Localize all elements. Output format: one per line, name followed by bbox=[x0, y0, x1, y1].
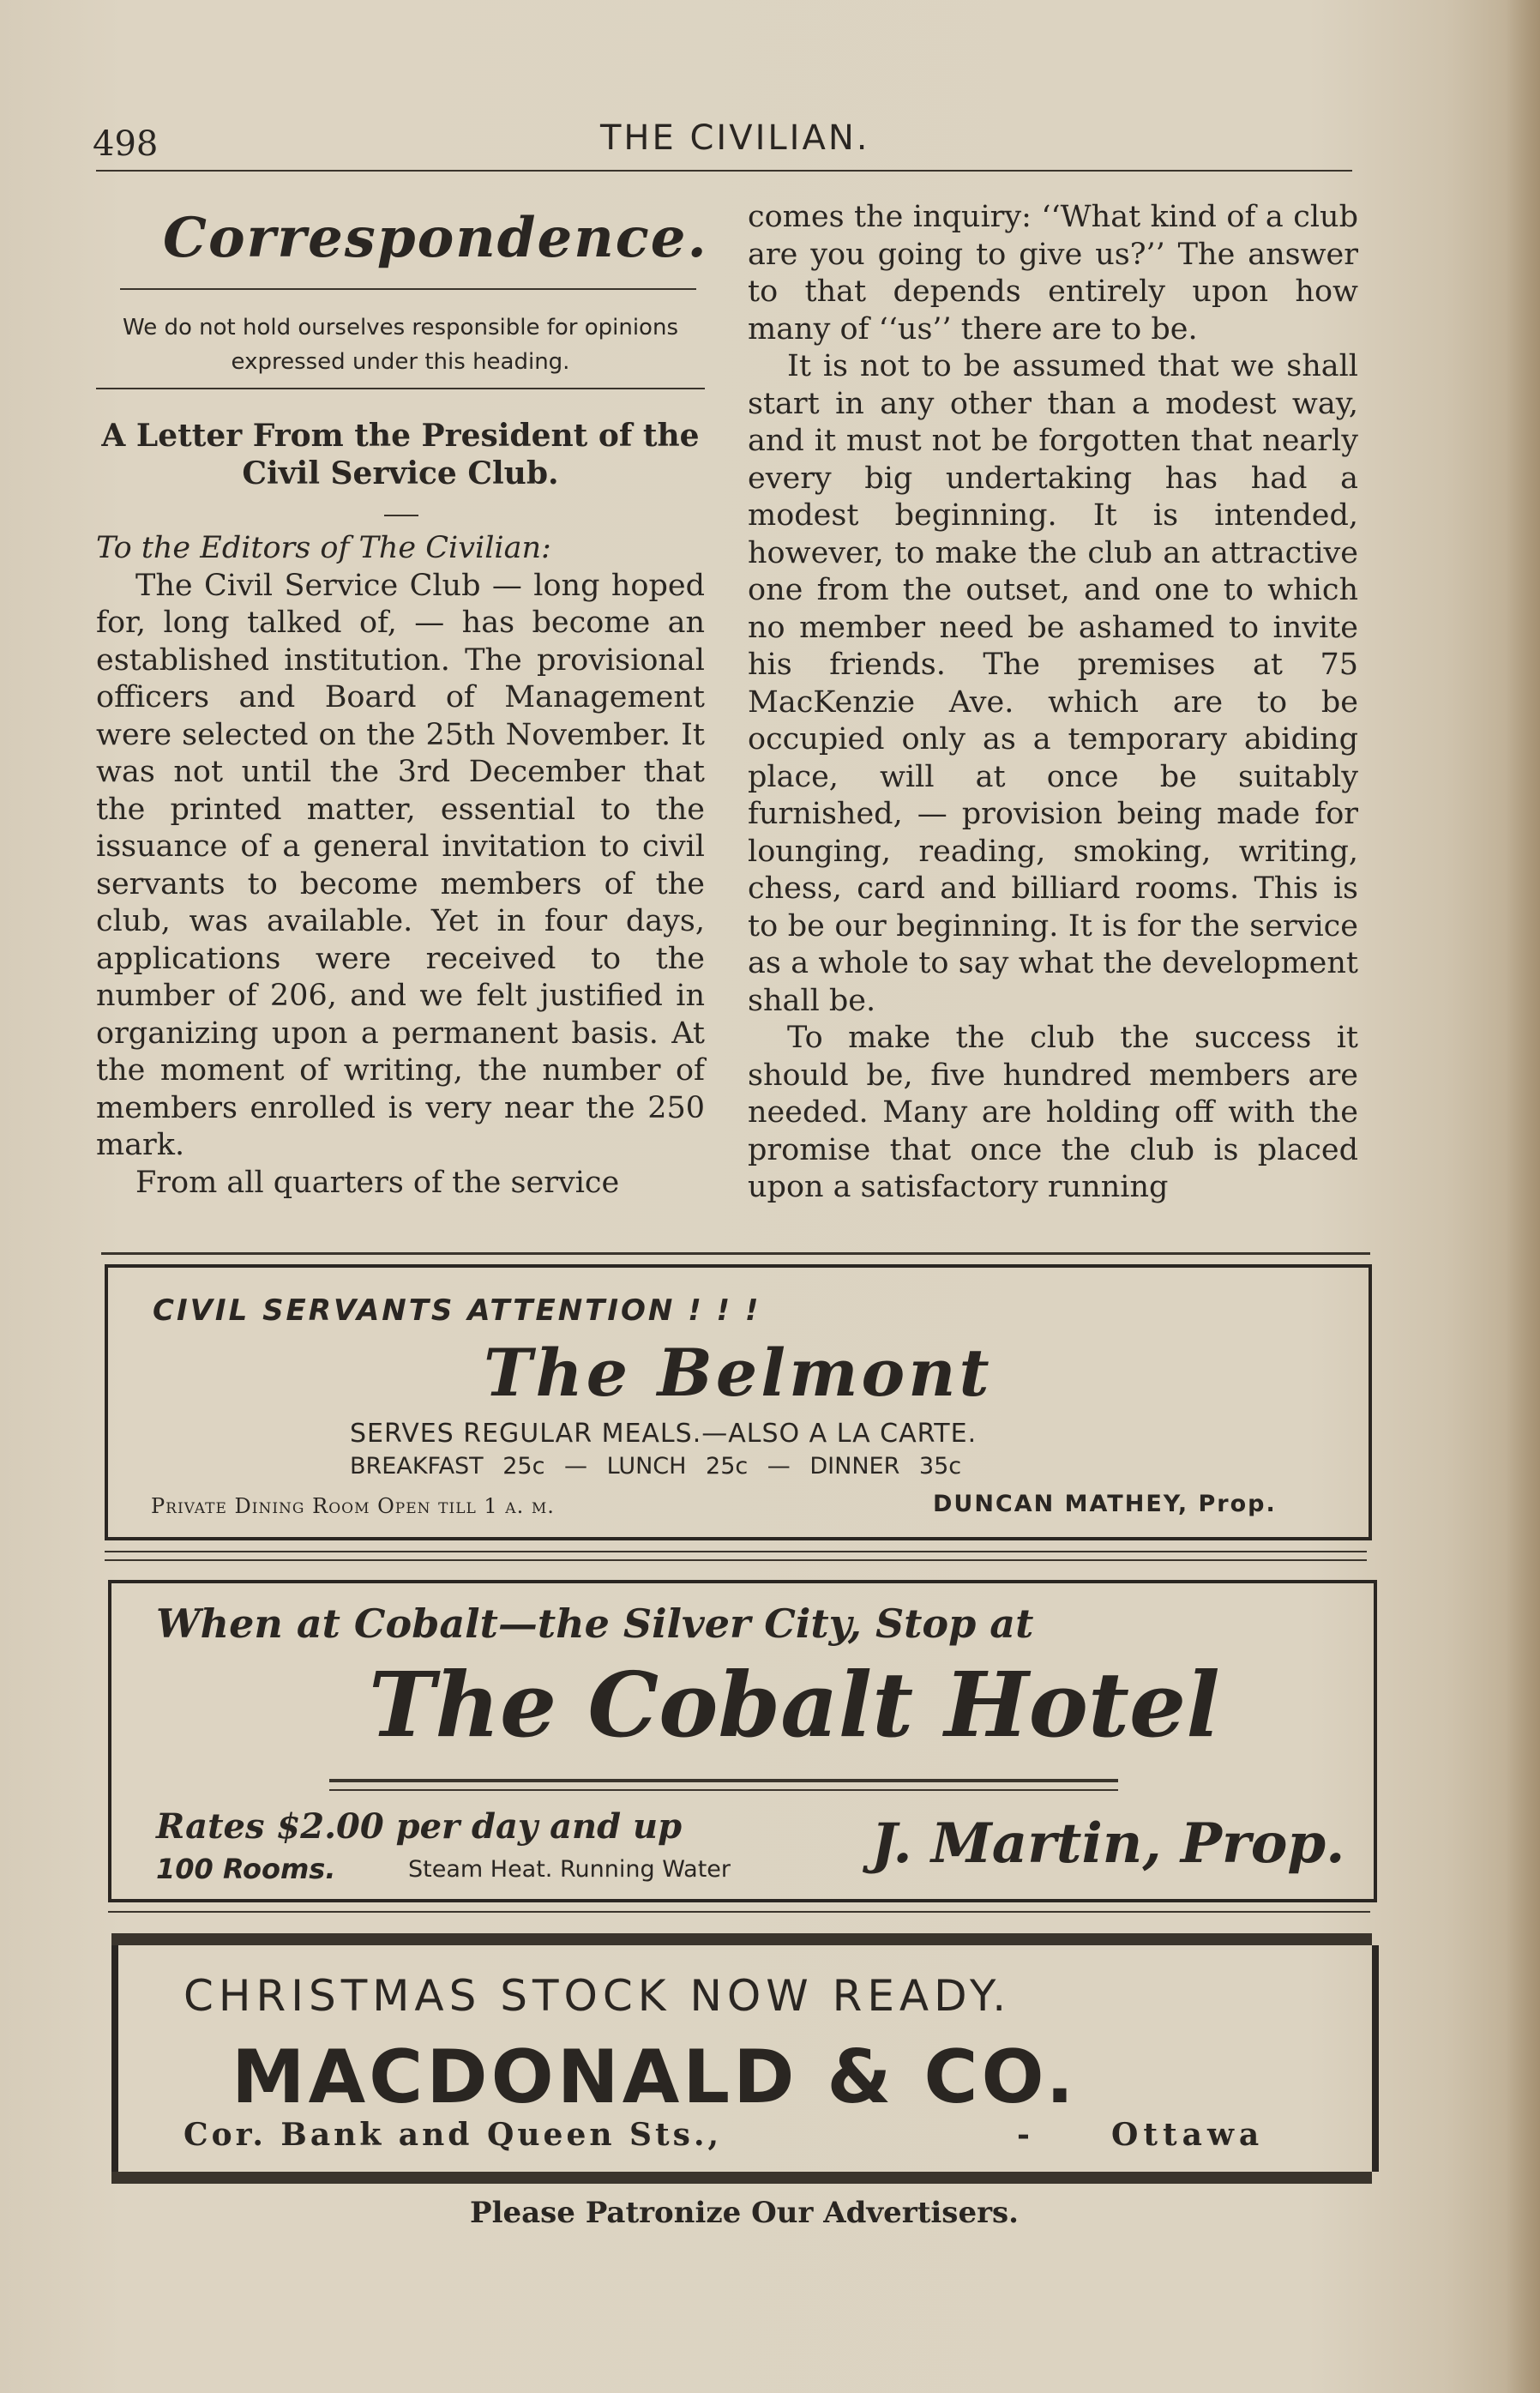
disclaimer-rule bbox=[96, 388, 705, 389]
belmont-meals: SERVES REGULAR MEALS.—ALSO A LA CARTE. bbox=[350, 1419, 978, 1449]
macdonald-headline: CHRISTMAS STOCK NOW READY. bbox=[183, 1971, 1012, 2021]
running-title: THE CIVILIAN. bbox=[600, 118, 870, 158]
cobalt-double-rule-bottom bbox=[329, 1789, 1118, 1791]
ad-macdonald bbox=[111, 1945, 1379, 2172]
page-number: 498 bbox=[93, 124, 159, 164]
paragraph: comes the inquiry: ‘‘What kind of a club are you going to give us?’’ The answer to that depends entirely upon how many of ‘‘us’’ there are to be. bbox=[748, 200, 1358, 347]
paragraph: To make the club the success it should be, five hundred members are needed. Many are holding off with the promise that once the club is placed upon a satisfactory running bbox=[748, 1021, 1358, 1204]
paragraph: From all quarters of the service bbox=[135, 1165, 620, 1200]
correspondence-rule bbox=[120, 288, 696, 290]
macdonald-name: MACDONALD & CO. bbox=[232, 2034, 1078, 2120]
macdonald-address: Cor. Bank and Queen Sts., bbox=[183, 2117, 723, 2153]
cobalt-rates: Rates $2.00 per day and up bbox=[156, 1806, 683, 1847]
salutation: To the Editors of The Civilian: bbox=[96, 531, 551, 565]
footer-text: Please Patronize Our Advertisers. bbox=[470, 2196, 1019, 2230]
cobalt-proprietor: J. Martin, Prop. bbox=[871, 1811, 1345, 1876]
title-dash bbox=[384, 515, 418, 516]
macdonald-bottom-bar bbox=[111, 2172, 1372, 2184]
macdonald-dash: - bbox=[1017, 2117, 1030, 2153]
paragraph: It is not to be assumed that we shall start in any other than a modest way, and it must not be forgotten that nearly every big undertaking has had a modest beginning. It is intended, however, to make the club an attractive one from the outset, and one to which no member need be ashamed to invite his friends. The premises at 75 MacKenzie Ave. which are to be occupied only as a temporary abiding place, will at once be suitably furnished, — provision being made for lounging, reading, smoking, writing, chess, card and billiard rooms. This is to be our beginning. It is for the service as a whole to say what the development shall be. bbox=[748, 349, 1358, 1018]
macdonald-city: Ottawa bbox=[1111, 2117, 1265, 2153]
page-edge-shadow bbox=[1506, 0, 1540, 2393]
belmont-proprietor: DUNCAN MATHEY, Prop. bbox=[933, 1491, 1277, 1517]
macdonald-top-bar bbox=[111, 1933, 1372, 1945]
belmont-name: The Belmont bbox=[484, 1335, 993, 1411]
letter-title: A Letter From the President of the Civil Service Club. bbox=[101, 418, 700, 491]
cobalt-amenities: Steam Heat. Running Water bbox=[408, 1856, 731, 1883]
cobalt-double-rule-top bbox=[329, 1779, 1118, 1782]
ad-belmont bbox=[105, 1264, 1372, 1540]
ad-cobalt-hotel bbox=[108, 1580, 1377, 1902]
cobalt-tagline: When at Cobalt—the Silver City, Stop at bbox=[156, 1600, 1034, 1647]
left-column bbox=[96, 530, 705, 1202]
belmont-attention: CIVIL SERVANTS ATTENTION ! ! ! bbox=[153, 1293, 761, 1328]
belmont-dining: Private Dining Room Open till 1 a. m. bbox=[151, 1494, 555, 1518]
ads-lower-rule bbox=[108, 1911, 1370, 1913]
ads-middle-rule-2 bbox=[105, 1559, 1367, 1561]
ads-top-rule bbox=[101, 1252, 1370, 1255]
ads-middle-rule-1 bbox=[105, 1551, 1367, 1552]
header-rule bbox=[96, 170, 1352, 172]
right-column bbox=[748, 199, 1358, 1207]
cobalt-rooms: 100 Rooms. bbox=[156, 1853, 336, 1885]
cobalt-name: The Cobalt Hotel bbox=[369, 1652, 1220, 1757]
disclaimer: We do not hold ourselves responsible for opinions expressed under this heading. bbox=[123, 315, 678, 375]
paragraph: The Civil Service Club — long hoped for, long talked of, — has become an established institution. The provisional officers and Board of Management were selected on the 25th November. It was not until the 3rd December that the printed matter, essential to the issuance of a general invitation to civil servants to become members of the club, was available. Yet in four days, applications were received to the number of 206, and we felt justified in organizing upon a permanent basis. At the moment of writing, the number of members enrolled is very near the 250 mark. bbox=[96, 568, 705, 1162]
belmont-prices: BREAKFAST 25c — LUNCH 25c — DINNER 35c bbox=[350, 1453, 962, 1480]
correspondence-title: Correspondence. bbox=[163, 206, 708, 270]
